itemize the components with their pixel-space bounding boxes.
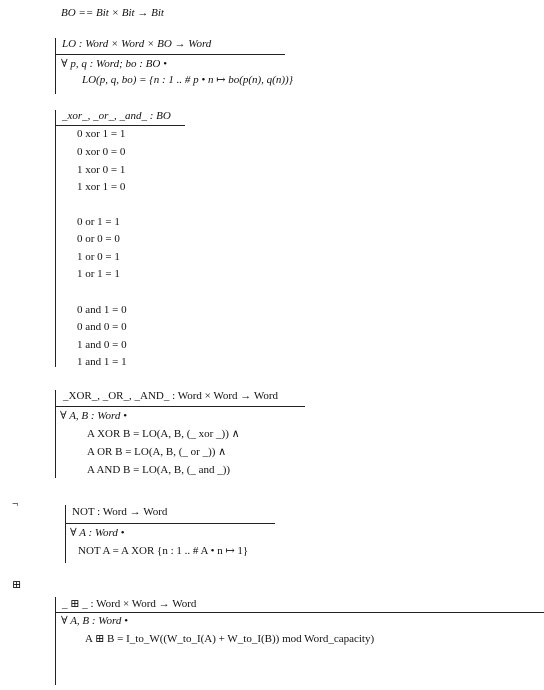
schema-divider bbox=[55, 125, 185, 126]
or-rule: 1 or 0 = 1 bbox=[77, 251, 120, 263]
or-rule: 1 or 1 = 1 bbox=[77, 268, 120, 280]
schema-left-bar bbox=[55, 38, 56, 94]
bo-ops-signature: _xor_, _or_, _and_ : BO bbox=[62, 110, 171, 122]
or-rule: 0 or 0 = 0 bbox=[77, 233, 120, 245]
schema-left-bar bbox=[55, 110, 56, 367]
word-ops-line: A XOR B = LO(A, B, (_ xor _)) ∧ bbox=[87, 428, 240, 440]
schema-divider bbox=[65, 523, 275, 524]
bo-definition: BO == Bit × Bit → Bit bbox=[61, 7, 164, 19]
xor-rule: 1 xor 1 = 0 bbox=[77, 181, 126, 193]
lo-signature: LO : Word × Word × BO → Word bbox=[62, 38, 212, 50]
and-rule: 0 and 0 = 0 bbox=[77, 321, 127, 333]
word-ops-signature: _XOR_, _OR_, _AND_ : Word × Word → Word bbox=[63, 390, 278, 402]
schema-divider bbox=[55, 612, 544, 613]
not-signature: NOT : Word → Word bbox=[72, 506, 168, 518]
not-margin-marker: ¬ bbox=[12, 498, 19, 510]
plus-body: A ⊞ B = I_to_W((W_to_I(A) + W_to_I(B)) mod Word_capacity) bbox=[85, 633, 375, 645]
word-ops-predicate: ∀ A, B : Word • bbox=[60, 410, 127, 422]
not-predicate: ∀ A : Word • bbox=[70, 527, 125, 539]
and-rule: 0 and 1 = 0 bbox=[77, 304, 127, 316]
schema-left-bar bbox=[55, 390, 56, 478]
and-rule: 1 and 0 = 0 bbox=[77, 339, 127, 351]
lo-predicate: ∀ p, q : Word; bo : BO • bbox=[61, 58, 167, 70]
plus-predicate: ∀ A, B : Word • bbox=[61, 615, 128, 627]
schema-divider bbox=[55, 406, 305, 407]
or-rule: 0 or 1 = 1 bbox=[77, 216, 120, 228]
word-ops-line: A AND B = LO(A, B, (_ and _)) bbox=[87, 464, 231, 476]
schema-divider bbox=[55, 54, 285, 55]
schema-left-bar bbox=[65, 505, 66, 563]
xor-rule: 1 xor 0 = 1 bbox=[77, 164, 126, 176]
plus-margin-marker: ⊞ bbox=[12, 579, 22, 591]
and-rule: 1 and 1 = 1 bbox=[77, 356, 127, 368]
xor-rule: 0 xor 1 = 1 bbox=[77, 128, 126, 140]
lo-body: LO(p, q, bo) = {n : 1 .. # p • n ↦ bo(p(n), q(n))} bbox=[82, 74, 294, 86]
plus-signature: _ ⊞ _ : Word × Word → Word bbox=[62, 598, 197, 610]
schema-left-bar bbox=[55, 597, 56, 685]
not-body: NOT A = A XOR {n : 1 .. # A • n ↦ 1} bbox=[78, 545, 249, 557]
word-ops-line: A OR B = LO(A, B, (_ or _)) ∧ bbox=[87, 446, 227, 458]
xor-rule: 0 xor 0 = 0 bbox=[77, 146, 126, 158]
